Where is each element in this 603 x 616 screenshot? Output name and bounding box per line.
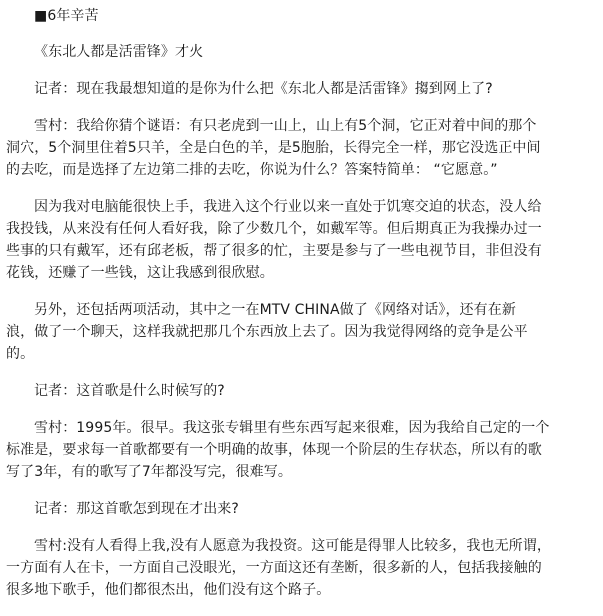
reporter-question-1: 记者：现在我最想知道的是你为什么把《东北人都是活雷锋》搊到网上了?: [34, 81, 493, 97]
answer-1-line-3: 的去吃，而是选择了左边第二排的去吃，你说为什么？答案特简单： “它愿意。”: [6, 162, 498, 178]
answer-1-line-1: 雪村：我给你猜个谜语：有只老虎到一山上，山上有5个洞，它正对着中间的那个: [34, 118, 537, 134]
paragraph-3-line-2: 我投钱，从来没有任何人看好我，除了少数几个，如戴军等。但后期真正为我操办过一: [6, 221, 542, 237]
reporter-question-3: 记者：那这首歌怎到现在才出来?: [34, 501, 239, 517]
answer-2-line-2: 标准是，要求每一首歌都要有一个明确的故事，体现一个阶层的生存状态，所以有的歌: [6, 442, 542, 458]
answer-2-line-3: 写了3年，有的歌写了7年都没写完，很难写。: [6, 464, 292, 480]
answer-3-line-3: 很多地下歌手，他们都很杰出，他们没有这个路子。: [6, 582, 331, 598]
paragraph-3-line-4: 花钱，还赚了一些钱，这让我感到很欣慰。: [6, 265, 274, 281]
answer-2-line-1: 雪村：1995年。很早。我这张专辑里有些东西写起来很难，因为我给自己定的一个: [34, 420, 550, 436]
paragraph-3-line-3: 些事的只有戴军，还有邱老板，帮了很多的忙，主要是参与了一些电视节目，非但没有: [6, 243, 542, 259]
paragraph-4-line-2: 浪，做了一个聊天，这样我就把那几个东西放上去了。因为我觉得网络的竞争是公平: [6, 324, 528, 340]
paragraph-4-line-1: 另外，还包括两项活动，其中之一在MTV CHINA做了《网络对话》，还有在新: [34, 302, 516, 318]
reporter-question-2: 记者：这首歌是什么时候写的?: [34, 383, 225, 399]
answer-1-line-2: 洞穴，5个洞里住着5只羊，全是白色的羊，是5胞胎，长得完全一样，那它没选正中间: [6, 140, 541, 156]
answer-3-line-2: 一方面有人在卡，一方面自己没眼光，一方面这还有垄断，很多新的人，包括我接触的: [6, 560, 542, 576]
answer-3-line-1: 雪村:没有人看得上我,没有人愿意为我投资。这可能是得罪人比较多，我也无所谓，: [34, 538, 551, 554]
subheading: 《东北人都是活雷锋》才火: [34, 44, 204, 60]
section-heading: ■6年辛苦: [34, 8, 99, 24]
paragraph-3-line-1: 因为我对电脑能很快上手，我进入这个行业以来一直处于饥寒交迫的状态，没人给: [34, 199, 542, 215]
paragraph-4-line-3: 的。: [6, 346, 35, 362]
